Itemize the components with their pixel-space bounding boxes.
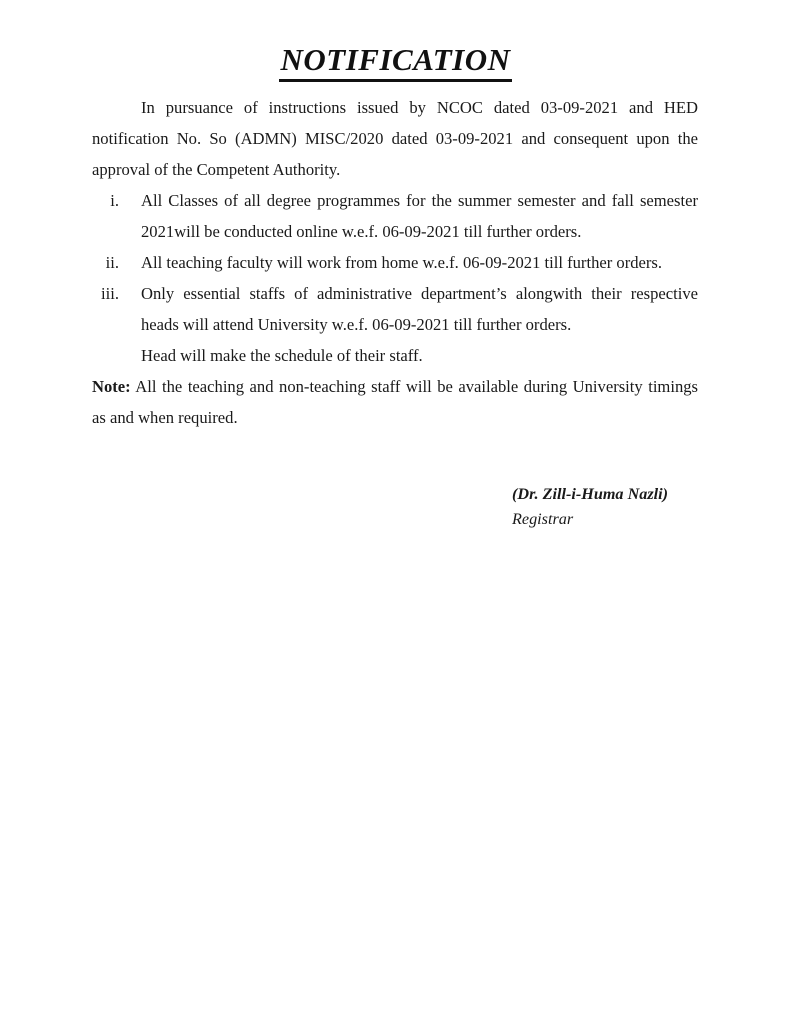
list-item: [92, 247, 698, 278]
list-item-marker: ii.: [105, 253, 119, 272]
list-item-text: All Classes of all degree programmes for the summer semester and fall semester 2021will be conducted online w.e.f. 06-09-2021 till further orders.: [141, 191, 698, 241]
intro-paragraph: In pursuance of instructions issued by NCOC dated 03-09-2021 and HED notification No. So (ADMN) MISC/2020 dated 03-09-2021 and consequent upon the approval of the Competent Authority.: [92, 98, 698, 179]
signature-block: [512, 482, 668, 532]
signatory-role: Registrar: [512, 510, 574, 528]
list-item-text: Only essential staffs of administrative department’s alongwith their respective heads will attend University w.e.f. 06-09-2021 till further orders.: [141, 284, 698, 334]
note-text: All the teaching and non-teaching staff will be available during University timings as and when required.: [92, 377, 698, 427]
list-item: [92, 278, 698, 340]
note-paragraph: [92, 371, 698, 433]
list-item-marker: i.: [110, 191, 119, 210]
document-body: [92, 92, 698, 433]
signatory-name: (Dr. Zill-i-Huma Nazli): [512, 485, 669, 503]
page-title: NOTIFICATION: [279, 44, 513, 82]
page-title-container: [0, 44, 791, 82]
list-item-subnote-text: Head will make the schedule of their staff.: [141, 346, 423, 365]
list-item-text: All teaching faculty will work from home w.e.f. 06-09-2021 till further orders.: [141, 253, 663, 272]
list-item-subnote: [92, 340, 698, 371]
notification-clause-list: [92, 185, 698, 371]
list-item: [92, 185, 698, 247]
list-item-marker: iii.: [101, 284, 119, 303]
note-label: Note:: [92, 377, 131, 396]
